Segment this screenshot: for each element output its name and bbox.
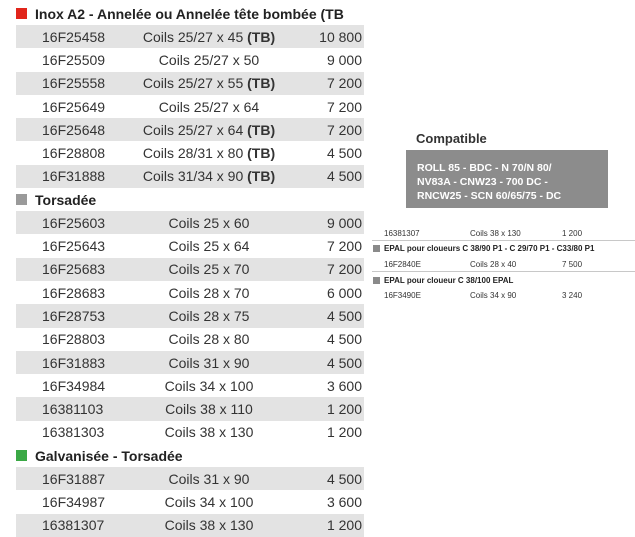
product-desc-cell [124, 308, 294, 324]
right-row-desc: Coils 34 x 90 [470, 291, 517, 300]
table-row [16, 467, 364, 490]
product-desc-cell [124, 331, 294, 347]
product-desc: Coils 31 x 90 [168, 470, 250, 487]
product-desc-cell [124, 424, 294, 440]
product-desc: Coils 28 x 75 [168, 307, 250, 324]
product-desc: Coils 25/27 x 64 [158, 98, 260, 115]
product-qty: 4 500 [326, 145, 362, 162]
table-row [16, 281, 364, 304]
product-ref: 16F25683 [42, 261, 106, 278]
grey-square-icon [373, 245, 380, 252]
product-desc: Coils 25/27 x 55 [142, 75, 244, 92]
color-square-icon [16, 8, 27, 19]
table-row [16, 258, 364, 281]
right-subheading [373, 275, 513, 286]
product-qty: 4 500 [326, 470, 362, 487]
product-desc: Coils 25 x 64 [168, 238, 250, 255]
product-qty: 10 800 [319, 28, 362, 45]
product-desc-cell [124, 122, 294, 138]
product-desc-cell [124, 168, 294, 184]
tb-marker: (TB) [247, 121, 276, 138]
product-ref: 16F25509 [42, 51, 106, 68]
table-row [16, 514, 364, 537]
product-qty: 1 200 [326, 401, 362, 418]
section-title: Galvanisée - Torsadée [35, 447, 183, 464]
table-row [16, 234, 364, 257]
table-row [16, 118, 364, 141]
table-row [16, 165, 364, 188]
section-heading [16, 444, 364, 467]
table-row [16, 304, 364, 327]
product-qty: 9 000 [326, 51, 362, 68]
product-ref: 16381103 [42, 401, 104, 418]
table-row [16, 421, 364, 444]
product-desc: Coils 38 x 130 [164, 517, 254, 534]
table-row [16, 72, 364, 95]
grey-square-icon [373, 277, 380, 284]
product-ref: 16F25643 [42, 238, 106, 255]
product-desc: Coils 25/27 x 50 [158, 51, 260, 68]
product-desc-cell [124, 75, 294, 91]
product-desc: Coils 25 x 70 [168, 261, 250, 278]
product-ref: 16F31883 [42, 354, 106, 371]
tb-marker: (TB) [247, 168, 276, 185]
table-row [16, 141, 364, 164]
product-desc-cell [124, 494, 294, 510]
table-row [16, 25, 364, 48]
product-ref: 16F25603 [42, 214, 106, 231]
product-qty: 7 200 [326, 98, 362, 115]
product-ref: 16F28803 [42, 331, 106, 348]
right-row-ref: 16F3490E [384, 291, 421, 300]
product-ref: 16F34987 [42, 493, 106, 510]
product-desc-cell [124, 145, 294, 161]
right-subheading-label: EPAL pour cloueur C 38/100 EPAL [384, 276, 514, 285]
section-title: Torsadée [35, 191, 97, 208]
product-desc-cell [124, 99, 294, 115]
product-qty: 9 000 [326, 214, 362, 231]
table-row [16, 374, 364, 397]
right-subheading-label: EPAL pour cloueurs C 38/90 P1 - C 29/70 P1 - C33/80 P1 [384, 244, 595, 253]
compatible-line: RNCW25 - SCN 60/65/75 - DC [417, 190, 562, 202]
right-row [384, 291, 602, 300]
product-desc-cell [124, 261, 294, 277]
color-square-icon [16, 194, 27, 205]
table-row [16, 48, 364, 71]
compatible-line: NV83A - CNW23 - 700 DC - [417, 176, 548, 188]
tb-marker: (TB) [247, 145, 276, 162]
product-ref: 16F25558 [42, 75, 106, 92]
section-heading [16, 2, 364, 25]
product-desc: Coils 38 x 130 [164, 424, 254, 441]
product-qty: 4 500 [326, 331, 362, 348]
product-desc: Coils 38 x 110 [165, 401, 253, 418]
table-row [16, 328, 364, 351]
product-qty: 3 600 [326, 377, 362, 394]
right-row-ref: 16F2840E [384, 260, 421, 269]
product-desc-cell [124, 238, 294, 254]
table-row [16, 351, 364, 374]
divider [372, 240, 635, 241]
product-ref: 16F25649 [42, 98, 106, 115]
product-desc: Coils 31 x 90 [168, 354, 250, 371]
product-qty: 4 500 [326, 307, 362, 324]
right-row [384, 229, 602, 238]
product-desc: Coils 31/34 x 90 [142, 168, 244, 185]
product-qty: 6 000 [326, 284, 362, 301]
right-row-qty: 1 200 [562, 229, 583, 238]
product-qty: 3 600 [326, 493, 362, 510]
section-heading [16, 188, 364, 211]
product-ref: 16F31888 [42, 168, 106, 185]
product-desc-cell [124, 355, 294, 371]
product-desc: Coils 25/27 x 64 [142, 121, 244, 138]
color-square-icon [16, 450, 27, 461]
product-desc: Coils 34 x 100 [164, 493, 254, 510]
product-desc: Coils 28 x 80 [168, 331, 250, 348]
compatible-title: Compatible [416, 131, 487, 146]
product-ref: 16F34984 [42, 377, 106, 394]
right-row-desc: Coils 38 x 130 [470, 229, 521, 238]
product-desc-cell [124, 29, 294, 45]
product-desc-cell [124, 285, 294, 301]
product-qty: 7 200 [326, 121, 362, 138]
divider [372, 271, 635, 272]
tb-marker: (TB) [247, 28, 276, 45]
product-desc: Coils 28 x 70 [168, 284, 250, 301]
product-desc: Coils 28/31 x 80 [142, 145, 244, 162]
product-desc: Coils 25/27 x 45 [142, 28, 244, 45]
right-row-qty: 3 240 [562, 291, 583, 300]
product-qty: 4 500 [326, 168, 362, 185]
product-ref: 16F31887 [42, 470, 106, 487]
right-row-qty: 7 500 [562, 260, 583, 269]
product-ref: 16F28683 [42, 284, 106, 301]
product-qty: 1 200 [326, 517, 362, 534]
product-qty: 7 200 [326, 261, 362, 278]
table-row [16, 95, 364, 118]
product-ref: 16F28753 [42, 307, 106, 324]
product-desc-cell [124, 401, 294, 417]
product-ref: 16F25648 [42, 121, 106, 138]
right-row [384, 260, 602, 269]
product-desc-cell [124, 52, 294, 68]
product-ref: 16381303 [42, 424, 105, 441]
right-row-ref: 16381307 [384, 229, 420, 238]
product-qty: 1 200 [326, 424, 362, 441]
product-desc: Coils 34 x 100 [164, 377, 254, 394]
product-qty: 7 200 [326, 238, 362, 255]
right-subheading [373, 243, 594, 254]
product-desc-cell [124, 378, 294, 394]
product-qty: 4 500 [326, 354, 362, 371]
right-row-desc: Coils 28 x 40 [470, 260, 517, 269]
product-desc-cell [124, 471, 294, 487]
product-ref: 16381307 [42, 517, 105, 534]
product-desc-cell [124, 215, 294, 231]
product-desc-cell [124, 517, 294, 533]
product-ref: 16F25458 [42, 28, 106, 45]
product-table [16, 2, 364, 537]
table-row [16, 397, 364, 420]
table-row [16, 490, 364, 513]
table-row [16, 211, 364, 234]
product-desc: Coils 25 x 60 [168, 214, 250, 231]
section-title: Inox A2 - Annelée ou Annelée tête bombée (TB [35, 5, 344, 22]
product-ref: 16F28808 [42, 145, 106, 162]
compatible-line: ROLL 85 - BDC - N 70/N 80/ [417, 162, 552, 174]
tb-marker: (TB) [247, 75, 276, 92]
product-qty: 7 200 [326, 75, 362, 92]
compatible-box [406, 150, 608, 208]
